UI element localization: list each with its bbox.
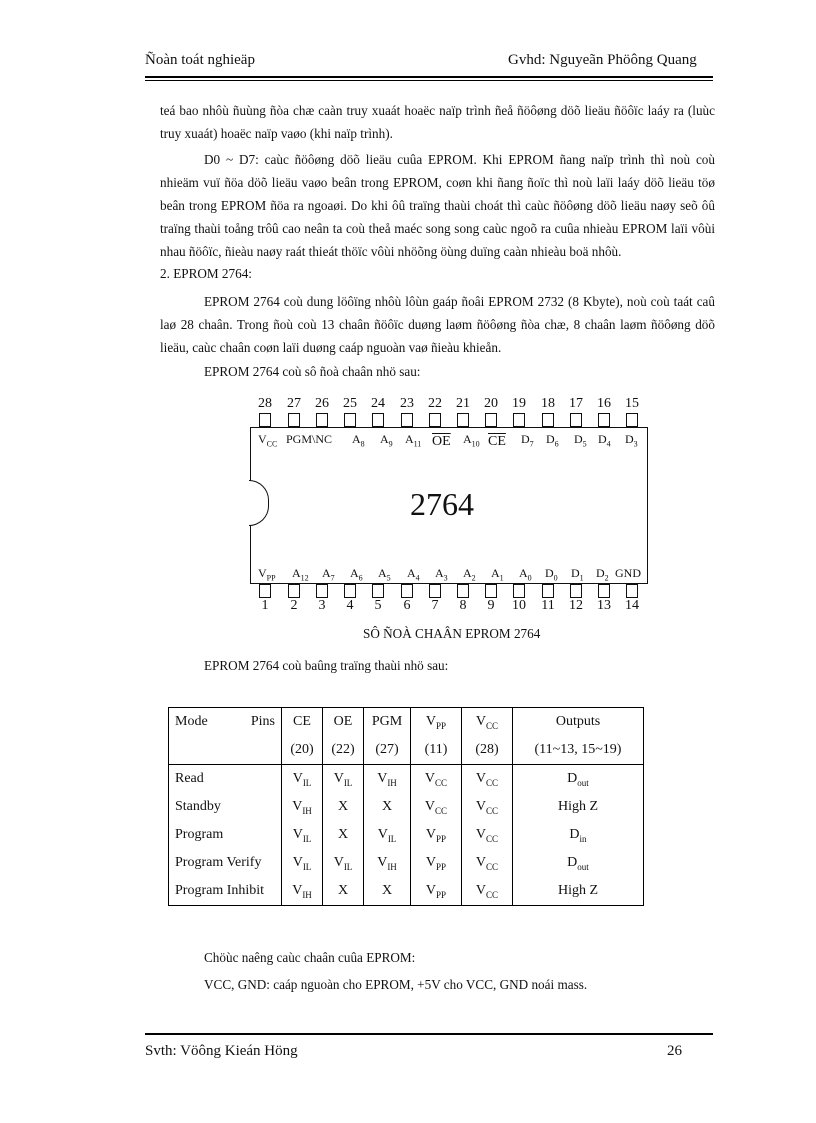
chip-pin-top [316,413,328,427]
chip-pin-number-bottom: 11 [541,598,555,613]
chip-pin-label-bottom: $A_7$ [322,566,335,583]
chip-pin-label-bottom: $D_1$ [571,566,584,583]
table-cell: $V_{IH}$ [364,849,411,877]
chip-pin-number-top: 21 [456,396,470,411]
table-row [169,765,644,794]
table-cell: X [323,821,364,849]
chip-pin-label-top: $D_4$ [598,432,611,449]
table-row [169,821,644,849]
chip-pin-top [626,413,638,427]
table-cell: $V_{IL}$ [323,849,364,877]
chip-pin-label-top: $D_3$ [625,432,638,449]
table-cell: $V_{IH}$ [364,765,411,794]
chip-pin-top [542,413,554,427]
paragraph-1: teá bao nhôù ñuùng ñòa chæ caàn truy xuaát hoaëc naïp trình ñeå ñöôøng döõ lieäu ñöôïc laáy ra (luùc truy xuaát) hoaëc naïp vaøo (khi naïp trình). [160,103,715,141]
paragraph-2: D0 ~ D7: caùc ñöôøng döõ lieäu cuûa EPROM. Khi EPROM ñang naïp trình thì noù coù nhieäm vuï ñöa döõ lieäu vaøo beân trong EPROM, coøn khi ñang ñoïc thì noù laïi laáy döõ lieäu töø beân trong EPROM ñöa ra ngoaøi. Do khi ôû traïng thaùi choát thì caùc ñöôøng döõ lieäu naøy seõ ôû traïng thaùi toång trôû cao neân ta coù theå maéc song song caùc ngoõ ra cuûa nhieàu EPROM laïi vôùi nhau ñöôïc, ñieàu naøy raát thieát thöïc vôùi nhöõng öùng duïng caàn nhieàu boä nhôù. [160,152,715,259]
table-cell: $V_{CC}$ [462,765,513,794]
chip-pin-top [570,413,582,427]
chip-pin-number-top: 26 [315,396,329,411]
chip-pin-number-bottom: 7 [431,598,439,613]
chip-pin-bottom [259,584,271,598]
table-cell: $V_{CC}$ [462,849,513,877]
col-ce: CE [282,708,323,737]
chip-pin-top [288,413,300,427]
chip-pin-number-top: 25 [343,396,357,411]
paragraph-5: EPROM 2764 coù baûng traïng thaùi nhö sau: [204,658,449,673]
paragraph-4: EPROM 2764 coù sô ñoà chaân nhö sau: [204,364,421,379]
table-cell: $V_{PP}$ [411,849,462,877]
col-oe-pin: (22) [323,736,364,765]
chip-pin-label-bottom: GND [615,566,641,580]
table-cell: $V_{IL}$ [323,765,364,794]
table-cell: $V_{IL}$ [282,821,323,849]
header-right: Gvhd: Nguyeãn Phöông Quang [508,52,697,68]
chip-pin-bottom [316,584,328,598]
paragraph-7: VCC, GND: caáp nguoàn cho EPROM, +5V cho VCC, GND noái mass. [204,977,588,992]
chip-pin-bottom [485,584,497,598]
chip-pin-label-bottom: $A_2$ [463,566,476,583]
col-pgm: PGM [364,708,411,737]
table-cell: $V_{PP}$ [411,821,462,849]
chip-pin-label-bottom: $A_3$ [435,566,448,583]
chip-pin-bottom [372,584,384,598]
chip-pin-label-top: $D_7$ [521,432,534,449]
chip-pin-label-bottom: $A_4$ [407,566,420,583]
chip-pin-number-bottom: 8 [459,598,467,613]
col-vpp: $V_{PP}$ [411,708,462,737]
paragraph-6: Chöùc naêng caùc chaân cuûa EPROM: [204,950,416,965]
chip-pin-label-top: $\overline{OE}$ [432,434,451,449]
table-row [169,793,644,821]
col-vcc-pin: (28) [462,736,513,765]
chip-pin-number-bottom: 14 [625,598,639,613]
chip-pin-bottom [288,584,300,598]
chip-pin-number-top: 18 [541,396,555,411]
section-title: 2. EPROM 2764: [160,266,252,281]
table-cell: $V_{CC}$ [462,793,513,821]
col-pgm-pin: (27) [364,736,411,765]
table-cell: High Z [513,877,644,906]
chip-pin-bottom [457,584,469,598]
chip-pin-number-top: 23 [400,396,414,411]
chip-pin-top [429,413,441,427]
col-vpp-pin: (11) [411,736,462,765]
chip-pin-label-top: $V_{CC}$ [258,432,278,449]
table-cell: High Z [513,793,644,821]
chip-pin-number-top: 28 [258,396,272,411]
chip-pin-top [513,413,525,427]
table-cell: X [364,793,411,821]
footer-rule [145,1033,713,1035]
col-outputs-pin: (11~13, 15~19) [513,736,644,765]
table-cell: $D_{in}$ [513,821,644,849]
chip-pin-label-bottom: $D_0$ [545,566,558,583]
col-oe: OE [323,708,364,737]
col-vcc: $V_{CC}$ [462,708,513,737]
table-cell: $V_{PP}$ [411,877,462,906]
chip-pin-bottom [401,584,413,598]
footer-left: Svth: Vöông Kieán Höng [145,1043,298,1059]
table-cell: $V_{IH}$ [282,793,323,821]
chip-pin-label-top: $A_8$ [352,432,365,449]
paragraph-3: EPROM 2764 coù dung löôïng nhôù lôùn gaáp ñoâi EPROM 2732 (8 Kbyte), noù coù taát caû laø 28 chaân. Trong ñoù coù 13 chaân ñöôïc duøng laøm ñöôøng ñòa chæ, 8 chaân laøm ñöôøng döõ lieäu, caùc chaân coøn laïi duøng caáp nguoàn vaø ñieàu khieån. [160,294,715,355]
chip-pin-number-top: 20 [484,396,498,411]
chip-pin-label-bottom: $A_5$ [378,566,391,583]
chip-pin-number-top: 24 [371,396,385,411]
chip-pin-top [401,413,413,427]
table-row [169,849,644,877]
chip-caption: SÔ ÑOÀ CHAÂN EPROM 2764 [363,626,541,641]
chip-pin-number-bottom: 2 [290,598,298,613]
chip-pin-number-bottom: 4 [346,598,354,613]
table-cell: Program Verify [169,849,282,877]
chip-pin-number-top: 27 [287,396,301,411]
chip-pin-bottom [598,584,610,598]
chip-pin-top [372,413,384,427]
table-cell: Program Inhibit [169,877,282,906]
table-cell: Program [169,821,282,849]
chip-pin-bottom [626,584,638,598]
chip-pin-number-bottom: 3 [318,598,326,613]
chip-pin-label-top: $A_9$ [380,432,393,449]
table-cell: $V_{CC}$ [411,793,462,821]
chip-pin-label-top: $D_6$ [546,432,559,449]
table-cell: Standby [169,793,282,821]
table-cell: $D_{out}$ [513,849,644,877]
chip-pin-top [344,413,356,427]
chip-pin-number-bottom: 13 [597,598,611,613]
header-left: Ñoàn toát nghieäp [145,52,255,68]
table-cell: $D_{out}$ [513,765,644,794]
table-cell: X [364,877,411,906]
chip-pin-label-top: $D_5$ [574,432,587,449]
chip-pin-label-bottom: $A_{12}$ [292,566,309,583]
table-cell: $V_{CC}$ [411,765,462,794]
chip-pin-number-top: 19 [512,396,526,411]
page-number: 26 [667,1043,682,1059]
chip-pin-number-bottom: 9 [487,598,495,613]
table-row [169,877,644,906]
chip-pin-number-top: 16 [597,396,611,411]
chip-pin-label-bottom: $A_1$ [491,566,504,583]
col-ce-pin: (20) [282,736,323,765]
chip-pin-top [457,413,469,427]
table-cell: X [323,877,364,906]
chip-pin-bottom [429,584,441,598]
chip-pin-number-bottom: 6 [403,598,411,613]
chip-pin-bottom [344,584,356,598]
table-cell: Read [169,765,282,794]
chip-pin-top [485,413,497,427]
table-cell: $V_{CC}$ [462,821,513,849]
chip-pin-number-bottom: 1 [261,598,269,613]
chip-pin-label-bottom: $D_2$ [596,566,609,583]
mode-table [168,707,644,906]
chip-pin-number-top: 15 [625,396,639,411]
table-cell: $V_{IL}$ [364,821,411,849]
chip-pin-number-bottom: 5 [374,598,382,613]
chip-pin-number-top: 22 [428,396,442,411]
chip-pin-label-top: $A_{11}$ [405,432,422,449]
chip-pin-number-bottom: 10 [512,598,526,613]
chip-pin-label-bottom: $A_6$ [350,566,363,583]
table-cell: X [323,793,364,821]
chip-pin-label-bottom: $A_0$ [519,566,532,583]
chip-pin-label-top: $\overline{CE}$ [488,434,506,449]
chip-pin-label-top: PGM\NC [286,432,333,446]
chip-pin-bottom [570,584,582,598]
chip-pin-top [598,413,610,427]
chip-pin-bottom [513,584,525,598]
table-header-mode-pins: Mode Pins [169,708,282,765]
chip-pin-label-top: $A_{10}$ [463,432,480,449]
table-cell: $V_{CC}$ [462,877,513,906]
col-outputs: Outputs [513,708,644,737]
table-cell: $V_{IH}$ [282,877,323,906]
table-cell: $V_{IL}$ [282,765,323,794]
table-cell: $V_{IL}$ [282,849,323,877]
chip-name: 2764 [410,486,474,522]
chip-pin-bottom [542,584,554,598]
chip-pin-number-top: 17 [569,396,583,411]
chip-pin-top [259,413,271,427]
chip-pin-label-bottom: $V_{PP}$ [258,566,276,583]
chip-pin-number-bottom: 12 [569,598,583,613]
